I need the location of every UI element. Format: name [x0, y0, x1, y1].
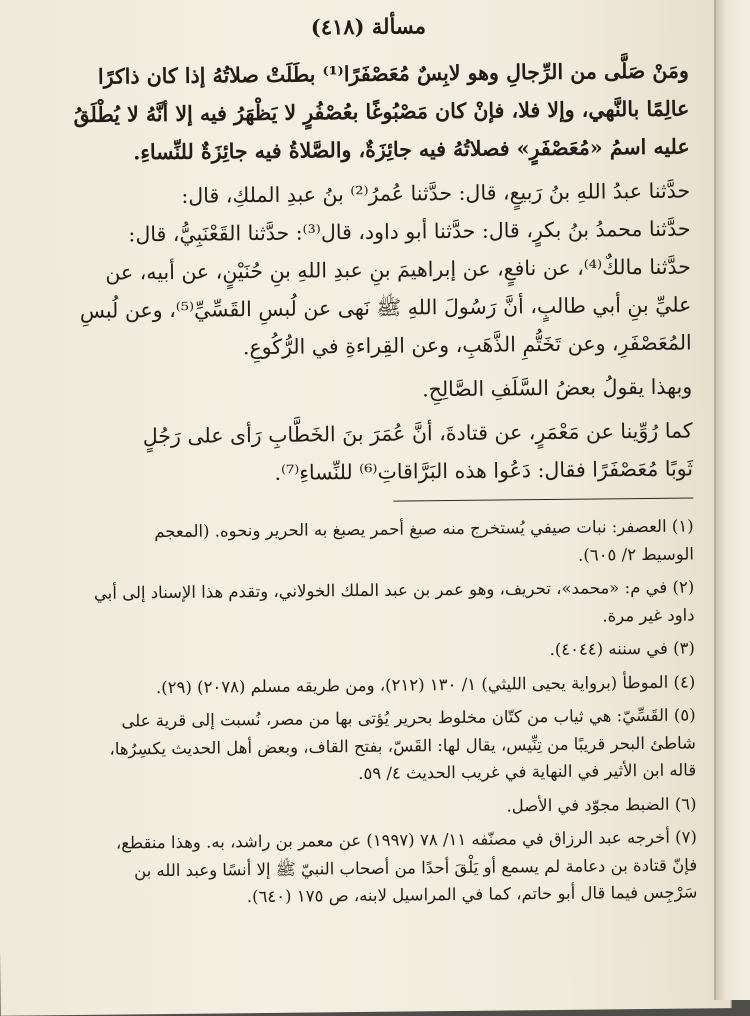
footnote	[54, 512, 695, 574]
text-line: المُعَصْفَرِ، وعن تَخَتُّمِ الذَّهَبِ، وعن القِراءةِ في الرُّكُوعِ.	[242, 330, 692, 360]
text-line: عليه اسمُ «مُعَصْفَرٍ» فصلاتُهُ فيه جائِزَةٌ، والصَّلاةُ فيه جائِزَةٌ للنِّساءِ.	[133, 134, 690, 165]
footnote	[54, 573, 695, 635]
text-line: عالِمًا بالنَّهي، وإلا فلا، فإنْ كان مَصْبُوغًا بعُصْفُرٍ لا يَظْهَرُ فيه إلا أنَّهُ لا يُطْلَقُ	[73, 96, 690, 127]
footnote-separator	[393, 497, 693, 501]
footnote-line: فإنّ قتادة بن دعامة لم يسمع أو يَلْقَ أحدًا من أصحاب النبيّ ﷺ إلا أنسًا وعبد الله بن	[133, 854, 698, 880]
footnote-line: (١) العصفر: نبات صيفي يُستخرج منه صبغ أحمر يصبغ به الحرير ونحوه. (المعجم	[154, 516, 694, 542]
footnote-line: (٢) في م: «محمد»، تحريف، وهو عمر بن عبد الملك الخولاني، وتقدم هذا الإسناد إلى أبي	[93, 577, 695, 603]
paragraph	[52, 411, 693, 494]
footnote-line: (٤) الموطأ (برواية يحيى الليثي) ١/ ١٣٠ (٢١٢)، ومن طريقه مسلم (٢٠٧٨) (٢٩).	[155, 671, 696, 697]
footnote	[57, 823, 698, 912]
footnote	[55, 701, 696, 790]
footnote	[56, 790, 696, 824]
footnote-line: (٧) أخرجه عبد الرزاق في مصنّفه ١١/ ٧٨ (١٩٩٧) عن معمر بن راشد، به. وهذا منقطع،	[115, 827, 697, 853]
footnote	[55, 668, 695, 702]
paragraph	[49, 52, 690, 173]
footnote-line: قاله ابن الأثير في النهاية في غريب الحديث ٤/ ٥٩.	[358, 760, 697, 784]
footnote-line: الوسيط ٢/ ٦٠٥).	[577, 543, 694, 565]
page-title: مسألة (٤١٨)	[310, 13, 427, 40]
footnote-line: سَرْجِس فيما قال أبو حاتم، كما في المراسيل لابنه، ص ١٧٥ (٦٤٠).	[246, 882, 698, 907]
text-line: كما رُوِّينا عن مَعْمَرٍ، عن قتادةَ، أنَّ عُمَرَ بنَ الخَطَّابِ رَأى على رَجُلٍ	[142, 418, 693, 449]
text-line: حدَّثنا مالكٌ⁽⁴⁾، عن نافعٍ، عن إبراهيمَ بنِ عبدِ اللهِ بنِ حُنَيْنٍ، عن أبيه، عن	[105, 254, 692, 285]
next-page-edge	[714, 0, 750, 1000]
text-line: حدَّثنا محمدُ بنُ بكرٍ، قال: حدَّثنا أبو داود، قال⁽³⁾: حدَّثنا القَعْنَبِيُّ، قال:	[128, 216, 691, 247]
footnote-line: (٣) في سننه (٤٠٤٤).	[549, 638, 695, 660]
text-line: ثَوبًا مُعَصْفَرًا فقال: دَعُوا هذه البَرَّاقاتِ⁽⁶⁾ للنِّساءِ⁽⁷⁾.	[274, 456, 694, 485]
footnote-line: داود غير مرة.	[602, 604, 695, 625]
text-line: ومَنْ صَلَّى من الرِّجالِ وهو لابِسٌ مُعَصْفَرًا⁽¹⁾ بطَلَتْ صلاتُهُ إذا كان ذاكرًا	[97, 58, 689, 89]
text-line: وبهذا يقولُ بعضُ السَّلَفِ الصَّالِحِ.	[421, 374, 693, 402]
text-line: حدَّثنا عبدُ اللهِ بنُ رَبيعٍ، قال: حدَّثنا عُمرُ⁽²⁾ بنُ عبدِ الملكِ، قال:	[181, 178, 691, 208]
footnote-line: (٥) القَسِّيّ: هي ثياب من كتّان مخلوط بحرير يُؤتى بها من مصر، نُسبت إلى قرية على	[121, 705, 696, 731]
page-content	[48, 7, 697, 919]
text-line: عليِّ بنِ أبي طالبٍ، أنَّ رَسُولَ اللهِ ﷺ نَهى عن لُبسِ القَسِّيِّ⁽⁵⁾، وعن لُبسِ	[79, 292, 692, 323]
footnote	[55, 634, 695, 668]
paragraph	[50, 172, 692, 369]
footnote-line: (٦) الضبط مجوّد في الأصل.	[506, 793, 697, 815]
paragraph	[52, 367, 692, 412]
footnote-line: شاطئ البحر قريبًا من تِنِّيس، يقال لها: القَسّ، بفتح القاف، وبعض أهل الحديث يكسِرُها،	[109, 732, 696, 759]
